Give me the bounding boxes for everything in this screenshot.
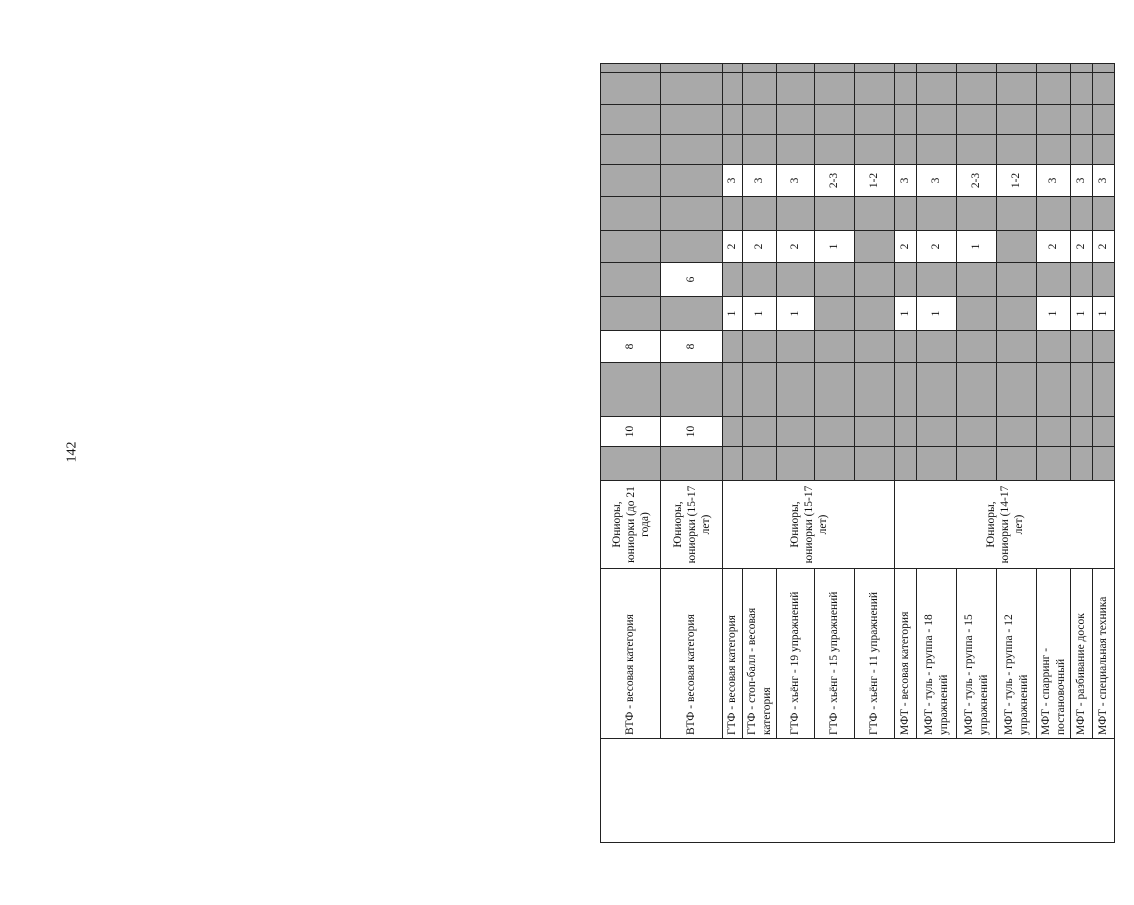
value-cell bbox=[957, 197, 997, 231]
value-cell bbox=[815, 135, 855, 165]
discipline-cell: МФТ - туль - группа - 12 упражнений bbox=[997, 569, 1037, 739]
value-cell bbox=[997, 231, 1037, 263]
table-row bbox=[917, 64, 957, 843]
table-row bbox=[1037, 64, 1071, 843]
value-cell bbox=[917, 331, 957, 363]
age-group-cell: Юниоры, юниорки (до 21 года) bbox=[601, 481, 661, 569]
value-cell: 2-3 bbox=[815, 165, 855, 197]
value-cell bbox=[855, 363, 895, 417]
discipline-cell: МФТ - специальная техника bbox=[1093, 569, 1115, 739]
value-cell bbox=[957, 135, 997, 165]
value-cell bbox=[895, 135, 917, 165]
value-cell bbox=[601, 231, 661, 263]
discipline-cell: ВТФ - весовая категория bbox=[601, 569, 661, 739]
page-number bbox=[60, 432, 84, 472]
value-cell bbox=[917, 263, 957, 297]
value-cell bbox=[661, 105, 723, 135]
value-cell bbox=[815, 363, 855, 417]
value-cell bbox=[601, 105, 661, 135]
value-cell: 1 bbox=[917, 297, 957, 331]
value-cell bbox=[1093, 263, 1115, 297]
value-cell bbox=[1071, 64, 1093, 73]
table-row bbox=[855, 64, 895, 843]
value-cell bbox=[661, 197, 723, 231]
value-cell bbox=[661, 64, 723, 73]
value-cell bbox=[895, 64, 917, 73]
value-cell bbox=[1093, 447, 1115, 481]
table-row bbox=[743, 64, 777, 843]
discipline-cell: МФТ - весовая категория bbox=[895, 569, 917, 739]
value-cell bbox=[815, 73, 855, 105]
value-cell bbox=[815, 197, 855, 231]
table-row bbox=[723, 64, 743, 843]
value-cell: 1-2 bbox=[997, 165, 1037, 197]
value-cell bbox=[815, 331, 855, 363]
value-cell bbox=[997, 331, 1037, 363]
discipline-cell: ВТФ - весовая категория bbox=[661, 569, 723, 739]
value-cell bbox=[997, 64, 1037, 73]
value-cell bbox=[661, 73, 723, 105]
value-cell bbox=[743, 263, 777, 297]
value-cell bbox=[1037, 363, 1071, 417]
discipline-cell: ГТФ - хьёнг - 19 упражнений bbox=[777, 569, 815, 739]
value-cell bbox=[1037, 64, 1071, 73]
age-group-cell: Юниоры, юниорки (14-17 лет) bbox=[895, 481, 1115, 569]
value-cell bbox=[957, 297, 997, 331]
value-cell bbox=[1071, 135, 1093, 165]
value-cell bbox=[855, 64, 895, 73]
discipline-cell: МФТ - разбивание досок bbox=[1071, 569, 1093, 739]
value-cell bbox=[1037, 447, 1071, 481]
value-cell bbox=[997, 263, 1037, 297]
rotated-table-container bbox=[600, 63, 1134, 843]
value-cell bbox=[917, 417, 957, 447]
value-cell bbox=[997, 73, 1037, 105]
value-cell: 3 bbox=[895, 165, 917, 197]
value-cell bbox=[601, 73, 661, 105]
table-row bbox=[601, 64, 661, 843]
value-cell: 1 bbox=[1037, 297, 1071, 331]
value-cell bbox=[917, 64, 957, 73]
value-cell bbox=[1071, 447, 1093, 481]
table-row bbox=[815, 64, 855, 843]
value-cell bbox=[917, 363, 957, 417]
value-cell bbox=[815, 447, 855, 481]
value-cell bbox=[1093, 64, 1115, 73]
competition-table bbox=[600, 63, 1115, 843]
table-row bbox=[777, 64, 815, 843]
value-cell bbox=[957, 447, 997, 481]
blank-first-column bbox=[601, 739, 1115, 843]
value-cell bbox=[661, 447, 723, 481]
value-cell: 3 bbox=[1037, 165, 1071, 197]
value-cell bbox=[777, 197, 815, 231]
value-cell: 3 bbox=[1071, 165, 1093, 197]
value-cell: 10 bbox=[601, 417, 661, 447]
value-cell bbox=[1071, 197, 1093, 231]
value-cell bbox=[855, 263, 895, 297]
value-cell bbox=[997, 105, 1037, 135]
value-cell bbox=[723, 417, 743, 447]
value-cell: 1 bbox=[957, 231, 997, 263]
value-cell bbox=[743, 417, 777, 447]
discipline-cell: МФТ - туль - группа - 18 упражнений bbox=[917, 569, 957, 739]
discipline-cell: МФТ - туль - группа - 15 упражнений bbox=[957, 569, 997, 739]
table-row bbox=[997, 64, 1037, 843]
value-cell bbox=[855, 297, 895, 331]
value-cell bbox=[895, 263, 917, 297]
value-cell bbox=[1071, 73, 1093, 105]
value-cell bbox=[601, 363, 661, 417]
value-cell bbox=[855, 105, 895, 135]
value-cell bbox=[777, 447, 815, 481]
value-cell bbox=[997, 297, 1037, 331]
value-cell bbox=[777, 73, 815, 105]
value-cell bbox=[723, 447, 743, 481]
value-cell bbox=[601, 297, 661, 331]
value-cell bbox=[1037, 105, 1071, 135]
value-cell bbox=[1037, 73, 1071, 105]
value-cell bbox=[723, 64, 743, 73]
value-cell: 2 bbox=[723, 231, 743, 263]
discipline-cell: ГТФ - хьёнг - 15 упражнений bbox=[815, 569, 855, 739]
value-cell: 8 bbox=[601, 331, 661, 363]
discipline-cell: ГТФ - весовая категория bbox=[723, 569, 743, 739]
value-cell bbox=[601, 447, 661, 481]
value-cell bbox=[1093, 73, 1115, 105]
value-cell bbox=[1093, 331, 1115, 363]
value-cell bbox=[661, 297, 723, 331]
value-cell bbox=[855, 447, 895, 481]
table-row bbox=[895, 64, 917, 843]
value-cell: 3 bbox=[917, 165, 957, 197]
value-cell bbox=[815, 64, 855, 73]
value-cell: 2 bbox=[917, 231, 957, 263]
value-cell: 1 bbox=[777, 297, 815, 331]
value-cell: 1 bbox=[815, 231, 855, 263]
value-cell bbox=[601, 64, 661, 73]
value-cell bbox=[743, 64, 777, 73]
value-cell bbox=[895, 331, 917, 363]
value-cell bbox=[957, 73, 997, 105]
value-cell: 3 bbox=[1093, 165, 1115, 197]
value-cell bbox=[855, 417, 895, 447]
value-cell bbox=[815, 105, 855, 135]
value-cell bbox=[917, 105, 957, 135]
value-cell bbox=[601, 135, 661, 165]
value-cell: 2 bbox=[895, 231, 917, 263]
value-cell bbox=[895, 363, 917, 417]
value-cell: 1 bbox=[1071, 297, 1093, 331]
value-cell bbox=[601, 263, 661, 297]
value-cell bbox=[917, 447, 957, 481]
value-cell bbox=[777, 417, 815, 447]
discipline-cell: МФТ - спарринг - постановочный bbox=[1037, 569, 1071, 739]
value-cell bbox=[1093, 363, 1115, 417]
value-cell bbox=[1037, 135, 1071, 165]
value-cell bbox=[601, 165, 661, 197]
value-cell bbox=[723, 73, 743, 105]
value-cell bbox=[743, 447, 777, 481]
value-cell bbox=[997, 363, 1037, 417]
value-cell bbox=[997, 197, 1037, 231]
value-cell: 3 bbox=[723, 165, 743, 197]
value-cell bbox=[777, 263, 815, 297]
value-cell bbox=[895, 417, 917, 447]
value-cell bbox=[997, 135, 1037, 165]
value-cell bbox=[1093, 105, 1115, 135]
value-cell bbox=[777, 64, 815, 73]
value-cell bbox=[855, 135, 895, 165]
value-cell bbox=[957, 363, 997, 417]
value-cell: 3 bbox=[743, 165, 777, 197]
value-cell: 2 bbox=[1071, 231, 1093, 263]
value-cell: 2 bbox=[1093, 231, 1115, 263]
value-cell bbox=[855, 331, 895, 363]
value-cell bbox=[957, 331, 997, 363]
value-cell bbox=[777, 363, 815, 417]
table-row bbox=[957, 64, 997, 843]
discipline-cell: ГТФ - хьёнг - 11 упражнений bbox=[855, 569, 895, 739]
value-cell bbox=[1071, 331, 1093, 363]
value-cell bbox=[743, 135, 777, 165]
table-body bbox=[601, 64, 1115, 843]
value-cell bbox=[1071, 105, 1093, 135]
value-cell bbox=[815, 417, 855, 447]
value-cell bbox=[743, 73, 777, 105]
value-cell: 1 bbox=[743, 297, 777, 331]
value-cell bbox=[723, 105, 743, 135]
value-cell bbox=[723, 331, 743, 363]
table-row bbox=[1071, 64, 1093, 843]
value-cell: 6 bbox=[661, 263, 723, 297]
page-number-text: 142 bbox=[64, 441, 79, 463]
age-group-cell: Юниоры, юниорки (15-17 лет) bbox=[661, 481, 723, 569]
value-cell: 2-3 bbox=[957, 165, 997, 197]
value-cell bbox=[957, 417, 997, 447]
value-cell bbox=[743, 105, 777, 135]
value-cell bbox=[957, 64, 997, 73]
value-cell bbox=[1093, 417, 1115, 447]
value-cell bbox=[743, 197, 777, 231]
value-cell bbox=[743, 331, 777, 363]
value-cell bbox=[723, 197, 743, 231]
value-cell: 2 bbox=[743, 231, 777, 263]
age-group-cell: Юниоры, юниорки (15-17 лет) bbox=[723, 481, 895, 569]
value-cell bbox=[855, 231, 895, 263]
value-cell bbox=[723, 135, 743, 165]
value-cell: 2 bbox=[1037, 231, 1071, 263]
value-cell: 1 bbox=[895, 297, 917, 331]
value-cell bbox=[661, 363, 723, 417]
value-cell bbox=[815, 297, 855, 331]
value-cell bbox=[1093, 197, 1115, 231]
value-cell bbox=[777, 331, 815, 363]
value-cell bbox=[917, 135, 957, 165]
value-cell bbox=[997, 417, 1037, 447]
table-row bbox=[1093, 64, 1115, 843]
value-cell bbox=[997, 447, 1037, 481]
value-cell bbox=[895, 447, 917, 481]
value-cell bbox=[723, 363, 743, 417]
value-cell bbox=[1093, 135, 1115, 165]
value-cell bbox=[661, 165, 723, 197]
value-cell bbox=[815, 263, 855, 297]
value-cell bbox=[723, 263, 743, 297]
value-cell bbox=[1037, 417, 1071, 447]
value-cell bbox=[601, 197, 661, 231]
value-cell: 1 bbox=[723, 297, 743, 331]
value-cell: 2 bbox=[777, 231, 815, 263]
value-cell bbox=[957, 105, 997, 135]
value-cell: 3 bbox=[777, 165, 815, 197]
discipline-cell: ГТФ - стоп-балл - весовая категория bbox=[743, 569, 777, 739]
value-cell bbox=[855, 73, 895, 105]
value-cell bbox=[661, 231, 723, 263]
value-cell bbox=[895, 105, 917, 135]
value-cell: 10 bbox=[661, 417, 723, 447]
value-cell bbox=[895, 73, 917, 105]
value-cell: 1-2 bbox=[855, 165, 895, 197]
value-cell bbox=[743, 363, 777, 417]
value-cell bbox=[855, 197, 895, 231]
value-cell: 1 bbox=[1093, 297, 1115, 331]
value-cell bbox=[661, 135, 723, 165]
value-cell bbox=[777, 135, 815, 165]
value-cell bbox=[895, 197, 917, 231]
value-cell bbox=[917, 197, 957, 231]
value-cell bbox=[1071, 363, 1093, 417]
value-cell bbox=[1037, 197, 1071, 231]
value-cell bbox=[1037, 331, 1071, 363]
value-cell bbox=[957, 263, 997, 297]
value-cell bbox=[1037, 263, 1071, 297]
value-cell bbox=[917, 73, 957, 105]
value-cell bbox=[1071, 263, 1093, 297]
value-cell: 8 bbox=[661, 331, 723, 363]
value-cell bbox=[777, 105, 815, 135]
value-cell bbox=[1071, 417, 1093, 447]
table-row bbox=[661, 64, 723, 843]
